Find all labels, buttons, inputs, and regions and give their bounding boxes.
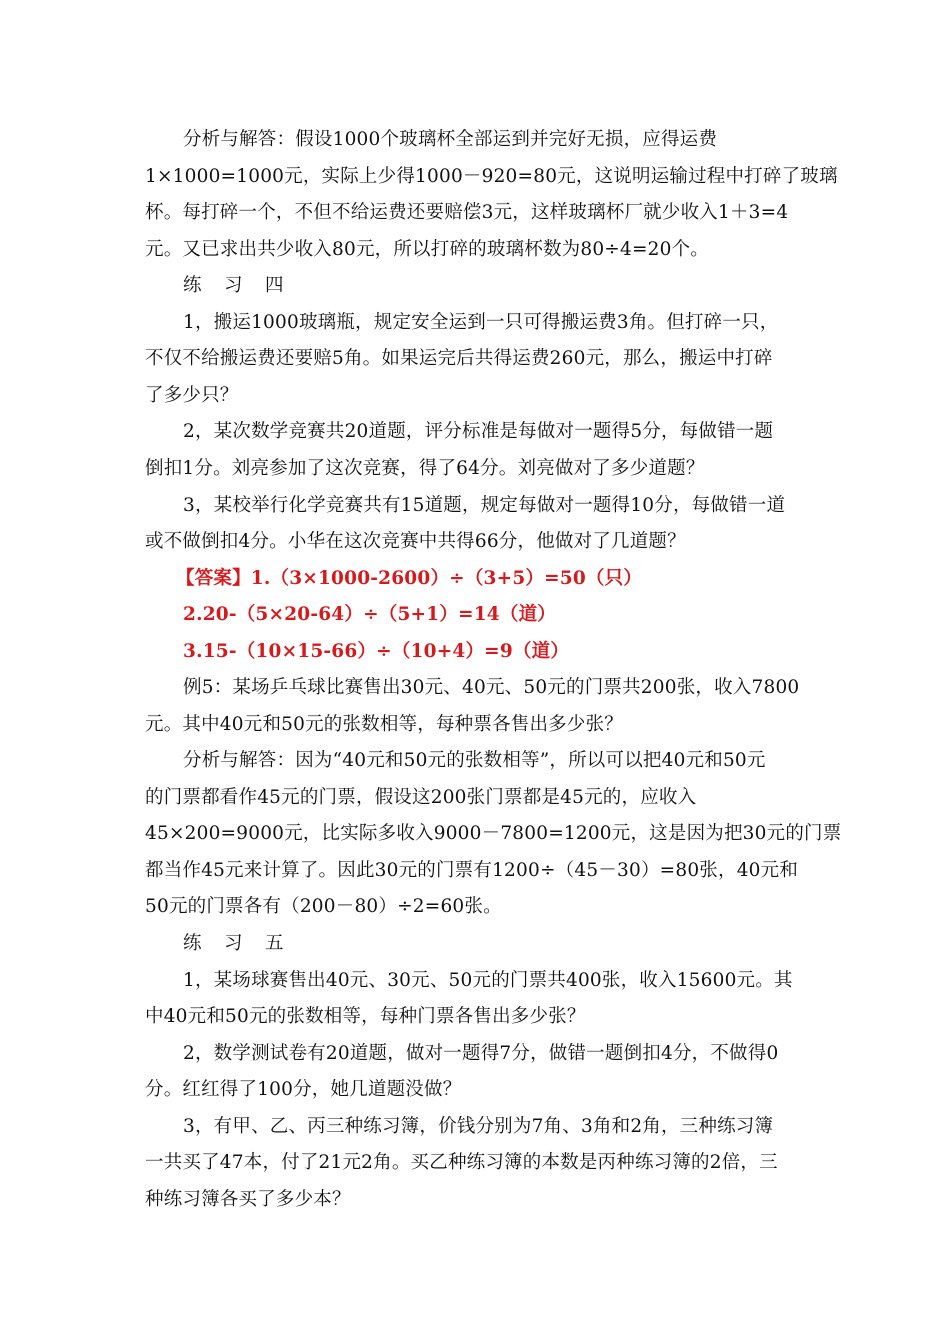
answer-line-2: 2.20-（5×20-64）÷（5+1）=14（道） [183,604,556,625]
exercise-four-q3-line: 3，某校举行化学竞赛共有15道题，规定每做对一题得10分，每做错一道 [183,495,786,516]
example-five-analysis-line: 的门票都看作45元的门票，假设这200张门票都是45元的，应收入 [145,787,697,808]
exercise-five-q1-line: 1，某场球赛售出40元、30元、50元的门票共400张，收入15600元。其 [183,970,793,991]
exercise-four-q1-line: 1，搬运1000玻璃瓶，规定安全运到一只可得搬运费3角。但打碎一只， [183,312,779,333]
example-five-line: 例5：某场乒乓球比赛售出30元、40元、50元的门票共200张，收入7800 [183,677,800,698]
analysis-paragraph-line: 1×1000=1000元，实际上少得1000－920=80元，这说明运输过程中打碎了玻璃 [145,166,838,187]
exercise-five-q3-line: 种练习簿各买了多少本？ [145,1189,351,1210]
example-five-analysis-line: 50元的门票各有（200－80）÷2=60张。 [145,896,502,917]
exercise-five-q1-line: 中40元和50元的张数相等，每种门票各售出多少张？ [145,1006,586,1027]
exercise-five-q3-line: 一共买了47本，付了21元2角。买乙种练习簿的本数是丙种练习簿的2倍，三 [145,1152,778,1173]
exercise-five-q2-line: 分。红红得了100分，她几道题没做？ [145,1079,462,1100]
example-five-analysis-line: 分析与解答：因为“40元和50元的张数相等”，所以可以把40元和50元 [183,750,766,771]
exercise-four-heading: 练 习 四 [183,275,286,296]
analysis-paragraph-line: 杯。每打碎一个，不但不给运费还要赔偿3元，这样玻璃杯厂就少收入1＋3=4 [145,202,789,223]
analysis-paragraph-line: 元。又已求出共少收入80元，所以打碎的玻璃杯数为80÷4=20个。 [145,239,709,260]
exercise-four-q1-line: 不仅不给搬运费还要赔5角。如果运完后共得运费260元，那么，搬运中打碎 [145,348,773,369]
exercise-four-q1-line: 了多少只？ [145,385,239,406]
answer-line-3: 3.15-（10×15-66）÷（10+4）=9（道） [183,641,570,662]
exercise-four-q2-line: 2，某次数学竞赛共20道题，评分标准是每做对一题得5分，每做错一题 [183,421,774,442]
example-five-analysis-line: 45×200=9000元，比实际多收入9000－7800=1200元，这是因为把30元的门票 [145,823,842,844]
example-five-analysis-line: 都当作45元来计算了。因此30元的门票有1200÷（45－30）=80张，40元和 [145,860,799,881]
example-five-line: 元。其中40元和50元的张数相等，每种票各售出多少张？ [145,714,623,735]
exercise-five-heading: 练 习 五 [183,933,286,954]
analysis-paragraph-line: 分析与解答：假设1000个玻璃杯全部运到并完好无损，应得运费 [183,129,718,150]
exercise-four-q2-line: 倒扣1分。刘亮参加了这次竞赛，得了64分。刘亮做对了多少道题？ [145,458,705,479]
exercise-four-q3-line: 或不做倒扣4分。小华在这次竞赛中共得66分，他做对了几道题？ [145,531,686,552]
exercise-five-q2-line: 2，数学测试卷有20道题，做对一题得7分，做错一题倒扣4分，不做得0 [183,1043,779,1064]
answer-line-1: 【答案】1.（3×1000-2600）÷（3+5）=50（只） [176,568,643,589]
exercise-five-q3-line: 3，有甲、乙、丙三种练习簿，价钱分别为7角、3角和2角，三种练习簿 [183,1116,774,1137]
